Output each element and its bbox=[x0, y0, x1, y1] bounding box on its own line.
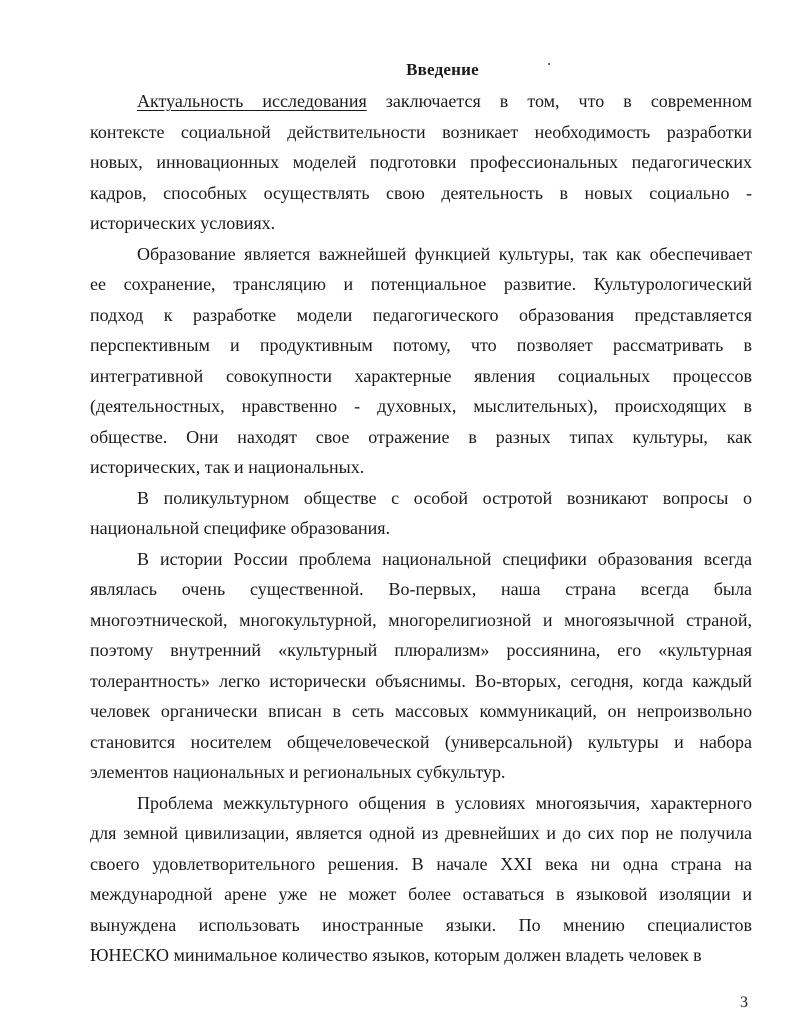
text-line: кадров, способных осуществлять свою деятельность в новых социально - bbox=[90, 182, 752, 203]
text-line: исторических, так и национальных. bbox=[90, 457, 365, 477]
text-line: международной арене уже не может более оставаться в языковой изоляции и bbox=[90, 884, 752, 904]
text-line: являлась очень существенной. Во-первых, наша страна всегда была bbox=[90, 579, 752, 599]
paragraph bbox=[90, 788, 752, 971]
text-line: новых, инновационных моделей подготовки профессиональных педагогических bbox=[90, 152, 752, 172]
text-line: ее сохранение, трансляцию и потенциальное развитие. Культурологический bbox=[90, 274, 752, 294]
text-line: (деятельностных, нравственно - духовных, мыслительных), происходящих в bbox=[90, 396, 752, 416]
text-line: своего удовлетворительного решения. В начале XXI века ни одна страна на bbox=[90, 853, 752, 874]
underlined-phrase: Актуальность исследования bbox=[137, 91, 367, 111]
text-line: ЮНЕСКО минимальное количество языков, которым должен владеть человек в bbox=[90, 945, 702, 965]
text-line: человек органически вписан в сеть массовых коммуникаций, он непроизвольно bbox=[90, 701, 752, 721]
text-line: перспективным и продуктивным потому, что позволяет рассматривать в bbox=[90, 335, 752, 355]
text-line: многоэтнической, многокультурной, многорелигиозной и многоязычной страной, bbox=[90, 609, 752, 630]
paragraph bbox=[90, 86, 752, 239]
text-line: обществе. Они находят свое отражение в разных типах культуры, как bbox=[90, 426, 752, 447]
text-line: интегративной совокупности характерные явления социальных процессов bbox=[90, 365, 752, 386]
paragraph bbox=[90, 483, 752, 544]
body-text bbox=[90, 86, 752, 971]
text-line: поэтому внутренний «культурный плюрализм» россиянина, его «культурная bbox=[90, 640, 752, 660]
text-line: контексте социальной действительности возникает необходимость разработки bbox=[90, 121, 752, 142]
text-line bbox=[90, 86, 752, 117]
line-rest: заключается в том, что в современном bbox=[366, 91, 752, 111]
text-line: Образование является важнейшей функцией культуры, так как обеспечивает bbox=[137, 243, 752, 264]
paragraph bbox=[90, 544, 752, 788]
text-line: элементов национальных и региональных субкультур. bbox=[90, 762, 506, 782]
paragraph bbox=[90, 239, 752, 483]
text-line: толерантность» легко исторически объяснимы. Во-вторых, сегодня, когда каждый bbox=[90, 670, 752, 691]
text-line: для земной цивилизации, является одной из древнейших и до сих пор не получила bbox=[90, 823, 752, 843]
text-line: вынуждена использовать иностранные языки. По мнению специалистов bbox=[90, 914, 752, 935]
page-number: 3 bbox=[740, 994, 748, 1011]
text-line: исторических условиях. bbox=[90, 213, 276, 233]
text-line: подход к разработке модели педагогического образования представляется bbox=[90, 304, 752, 325]
text-line: В истории России проблема национальной специфики образования всегда bbox=[137, 548, 752, 569]
text-line: Проблема межкультурного общения в условиях многоязычия, характерного bbox=[137, 792, 752, 813]
text-line: становится носителем общечеловеческой (универсальной) культуры и набора bbox=[90, 731, 752, 752]
text-line: В поликультурном обществе с особой остротой возникают вопросы о bbox=[137, 487, 752, 508]
text-line: национальной специфике образования. bbox=[90, 518, 391, 538]
page-title: Введение bbox=[406, 60, 479, 79]
scan-speck bbox=[548, 63, 550, 65]
